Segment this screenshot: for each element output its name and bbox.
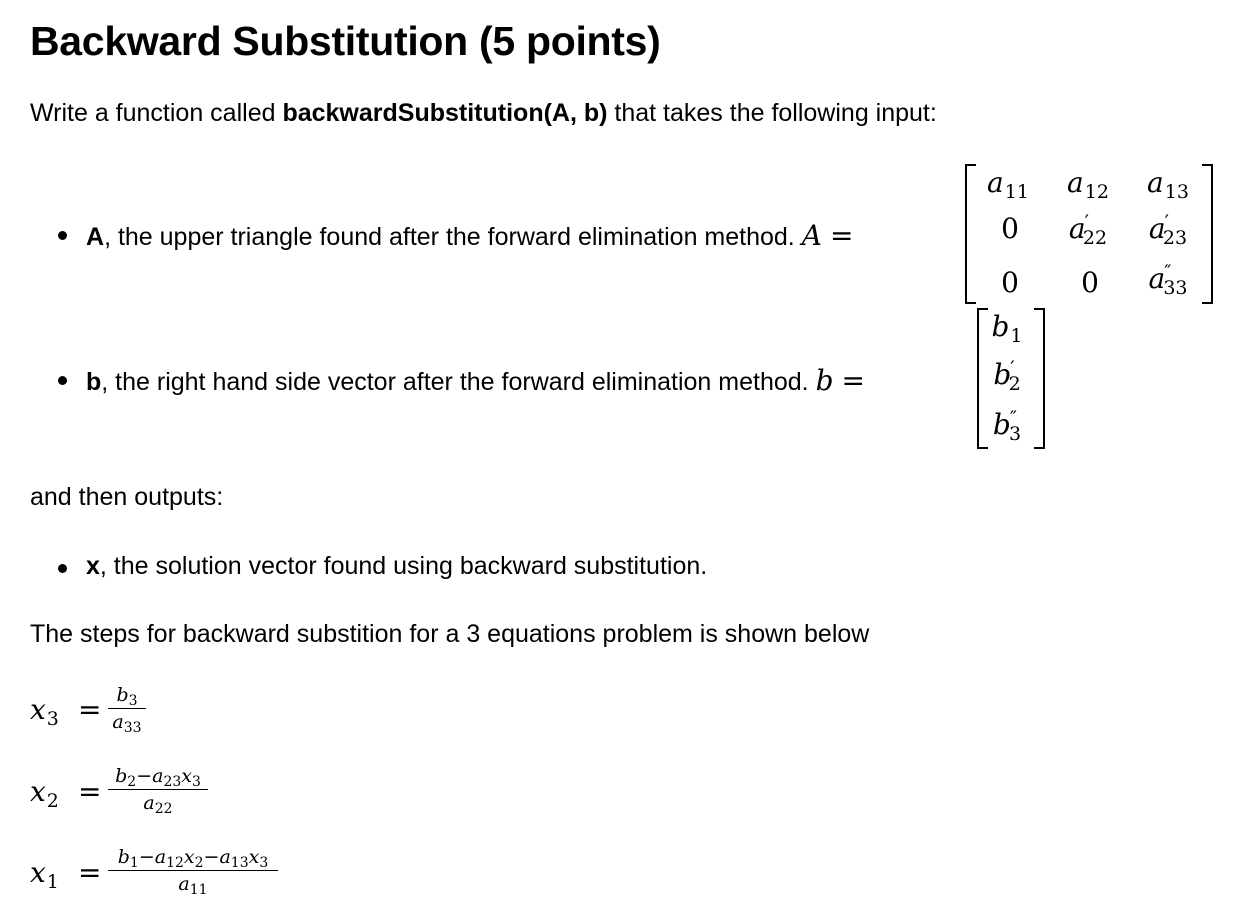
matrix-a-right-bracket (1200, 163, 1216, 305)
output-term-x: x (86, 552, 100, 580)
bullet-icon (58, 376, 67, 385)
outputs-intro: and then outputs: (30, 483, 224, 511)
vector-b-cell: $b'_2$ (993, 357, 1021, 395)
fraction-x1 (108, 846, 278, 898)
fraction-numerator: $b_1-a_{12}x_2-a_{13}x_3$ (117, 846, 269, 871)
equation-lhs: $x_2$ (30, 775, 59, 812)
intro-suffix: that takes the following input: (607, 99, 937, 127)
input-desc-a: , the upper triangle found after the forward elimination method. (104, 223, 802, 251)
vector-b-cell: $b_1$ (991, 310, 1023, 347)
input-term-a: A (86, 223, 105, 251)
bullet-icon (58, 231, 67, 240)
matrix-a-cell: 0 (1001, 212, 1019, 245)
matrix-a-cell: $a_{13}$ (1147, 166, 1189, 203)
vector-b-cell: $b''_3$ (992, 407, 1022, 445)
fraction-numerator: $b_2-a_{23}x_3$ (115, 765, 201, 790)
fraction-x3 (108, 684, 146, 736)
vector-b-right-bracket (1032, 307, 1048, 450)
equation-lhs: $x_3$ (30, 693, 59, 730)
vector-symbol-b: b (815, 364, 834, 397)
matrix-a-cell: $a'_{22}$ (1068, 211, 1108, 249)
function-signature: backwardSubstitution(A, b) (282, 99, 608, 127)
equation-lhs: $x_1$ (30, 856, 59, 893)
equals-sign: = (78, 856, 102, 889)
matrix-a-cell: 0 (1081, 266, 1099, 299)
equals-sign: = (78, 693, 102, 726)
fraction-denominator: $a_{33}$ (112, 711, 142, 736)
output-item-x (86, 552, 707, 581)
steps-intro: The steps for backward substition for a 3 equations problem is shown below (30, 620, 870, 648)
fraction-denominator: $a_{11}$ (178, 873, 208, 898)
matrix-a-cell: $a''_{33}$ (1148, 261, 1188, 299)
input-desc-b: , the right hand side vector after the forward elimination method. (101, 368, 816, 396)
matrix-a-cell: $a_{11}$ (987, 166, 1029, 203)
fraction-numerator: $b_3$ (116, 684, 138, 709)
fraction-denominator: $a_{22}$ (143, 792, 173, 817)
equals-sign: = (841, 364, 865, 397)
matrix-a-left-bracket (962, 163, 978, 305)
output-desc-x: , the solution vector found using backward substitution. (99, 552, 708, 580)
intro-paragraph (30, 99, 937, 128)
input-item-a (86, 219, 853, 252)
matrix-a-cell: $a'_{23}$ (1148, 211, 1188, 249)
page-title: Backward Substitution (5 points) (30, 18, 661, 64)
matrix-a-cell: $a_{12}$ (1067, 166, 1109, 203)
input-item-b (86, 364, 865, 397)
equals-sign: = (78, 775, 102, 808)
bullet-icon (58, 564, 67, 573)
intro-prefix: Write a function called (30, 99, 283, 127)
fraction-x2 (108, 765, 208, 817)
matrix-a-cell: 0 (1001, 266, 1019, 299)
equals-sign: = (829, 219, 854, 252)
matrix-symbol-a: A (801, 219, 822, 252)
input-term-b: b (86, 368, 102, 396)
